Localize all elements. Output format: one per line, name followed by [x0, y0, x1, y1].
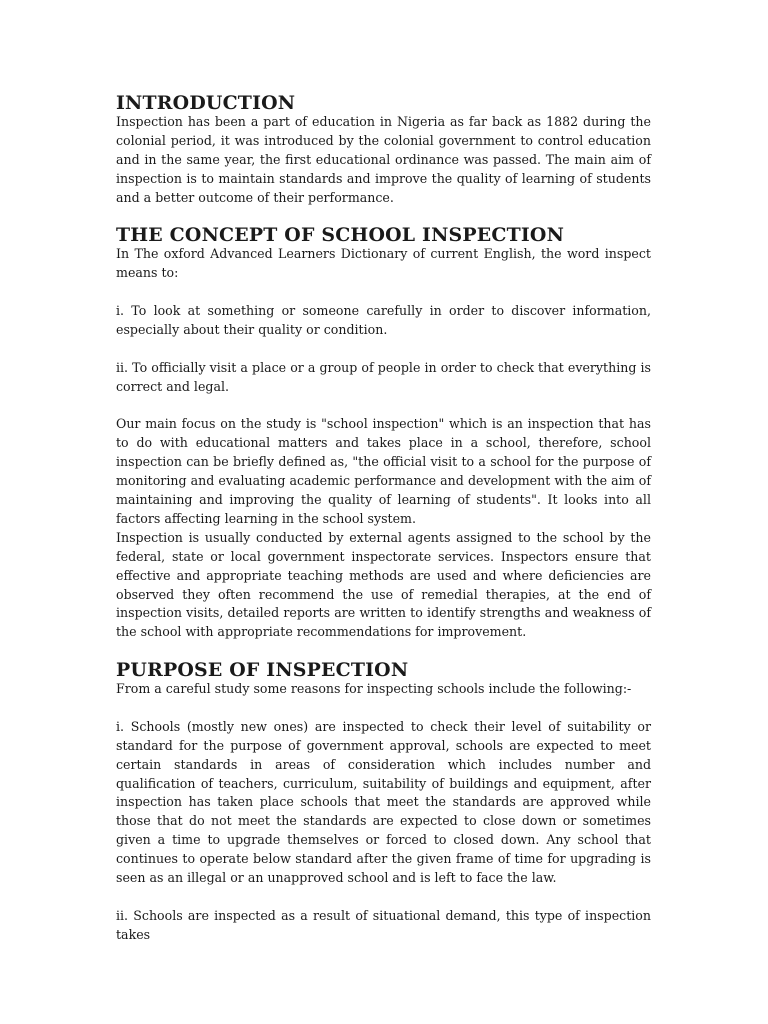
spacer — [116, 283, 651, 302]
concept-focus-paragraph: Our main focus on the study is "school inspection" which is an inspection that has to do with educational matters and takes place in a school, therefore, school inspection can be briefly defined as, "the official visit to a school for the purpose of monitoring and evaluating academic performance and development with the aim of maintaining and improving the quality of learning of students". It looks into all factors affecting learning in the school system. — [116, 416, 651, 526]
purpose-heading: PURPOSE OF INSPECTION — [116, 659, 409, 682]
introduction-paragraph: Inspection has been a part of education in Nigeria as far back as 1882 during the colonial period, it was introduced by the colonial government to control education and in the same year, the first educational ordinance was passed. The main aim of inspection is to maintain standards and improve the quality of learning of students and a better outcome of their performance. — [116, 113, 651, 205]
concept-intro-paragraph: In The oxford Advanced Learners Dictionary of current English, the word inspect means to: — [116, 246, 651, 281]
spacer — [116, 699, 651, 718]
concept-definition-item-2: ii. To officially visit a place or a group of people in order to check that everything is correct and legal. — [116, 359, 651, 394]
spacer — [116, 888, 651, 907]
purpose-intro-paragraph: From a careful study some reasons for inspecting schools include the following:- — [116, 681, 632, 697]
spacer — [116, 396, 651, 415]
concept-heading: THE CONCEPT OF SCHOOL INSPECTION — [116, 224, 565, 247]
document-page — [116, 94, 651, 945]
purpose-reason-item-2: ii. Schools are inspected as a result of situational demand, this type of inspection takes — [116, 907, 651, 942]
concept-definition-item-1: i. To look at something or someone carefully in order to discover information, especially about their quality or condition. — [116, 302, 651, 337]
introduction-heading: INTRODUCTION — [116, 92, 296, 114]
spacer — [116, 340, 651, 359]
concept-conducted-paragraph: Inspection is usually conducted by external agents assigned to the school by the federal, state or local government inspectorate services. Inspectors ensure that effective and appropriate teaching methods are used and where deficiencies are observed they often recommend the use of remedial therapies, at the end of inspection visits, detailed reports are written to identify strengths and weakness of the school with appropriate recommendations for improvement. — [116, 529, 651, 640]
purpose-reason-item-1: i. Schools (mostly new ones) are inspected to check their level of suitability or standard for the purpose of government approval, schools are expected to meet certain standards in areas of consideration which includes number and qualification of teachers, curriculum, suitability of buildings and equipment, after inspection has taken place schools that meet the standards are approved while those that do not meet the standards are expected to close down or sometimes given a time to upgrade themselves or forced to closed down. Any school that continues to operate below standard after the given frame of time for upgrading is seen as an illegal or an unapproved school and is left to face the law. — [116, 718, 651, 886]
